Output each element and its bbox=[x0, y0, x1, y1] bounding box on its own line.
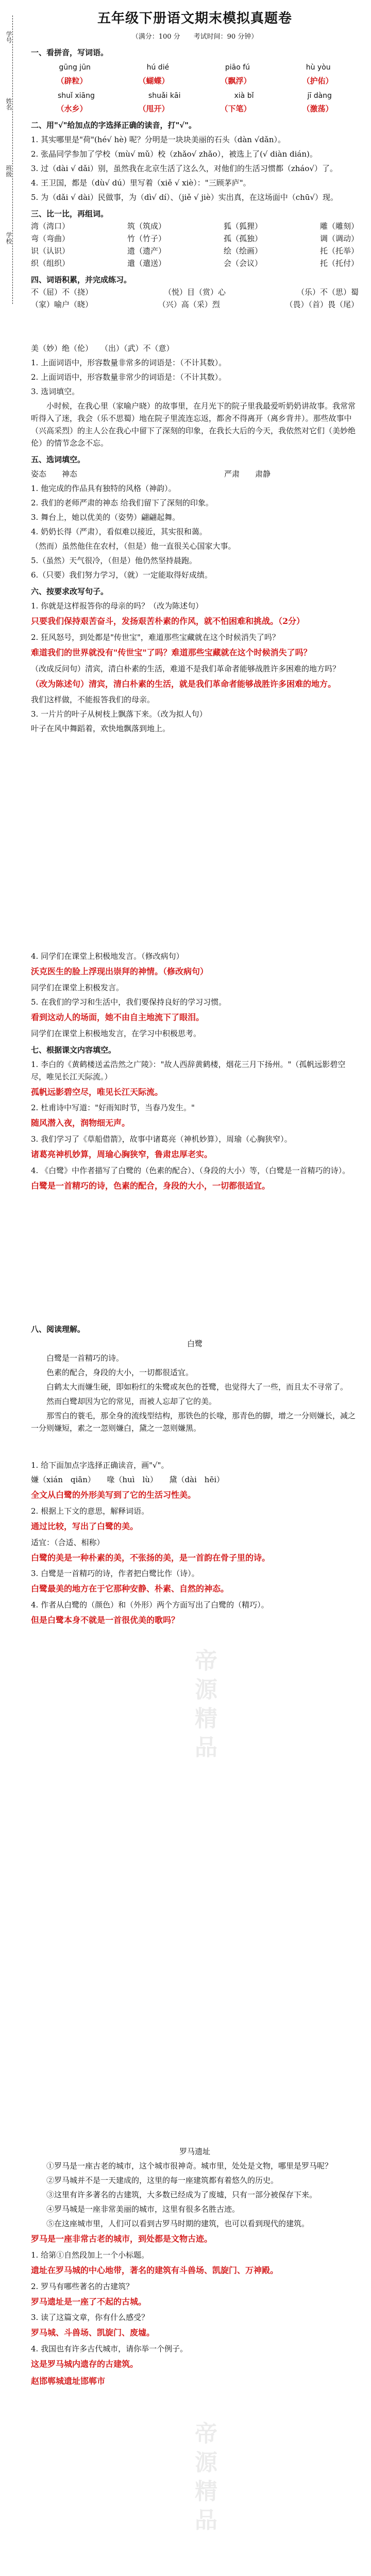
pinyin-5: shuǐ xiāng bbox=[58, 91, 95, 100]
reading2-answer-2: 遗址在罗马城的中心地带，著名的建筑有斗兽场、凯旋门、万神殿。 bbox=[31, 2265, 279, 2275]
compare-item: 识（认识） bbox=[31, 246, 70, 256]
reading1-answer-2: 通过比较，写出了白鹭的美。 bbox=[31, 1521, 139, 1531]
reading1-question-2: 嫌（xián qiān） 喙（huì lù） 黛（dài hēi） bbox=[31, 1475, 225, 1484]
reading1-question-4: 适宜：（合适、相称） bbox=[31, 1537, 105, 1547]
part5-line-5: （然而）虽然他住在农村，（但是）他一直很关心国家大事。 bbox=[31, 541, 236, 551]
reading2-answer-5: 这是罗马城内遗存的古建筑。 bbox=[31, 2359, 139, 2369]
compare-item: 狐（狐狸） bbox=[223, 222, 262, 231]
reading1-para-3: 白鹤太大而嫌生硬，即如粉红的朱鹭或灰色的苍鹭，也觉得大了一些，而且太不寻常了。 bbox=[46, 1382, 348, 1392]
reading2-para-5: ⑤在这座城市里，人们可以看到古罗马时期的建筑，也可以看到现代的建筑。 bbox=[46, 2219, 310, 2228]
part4-task-1: 1. 上面词语中，形容数量非常多的词语是：（不计其数）。 bbox=[31, 358, 227, 367]
part4-continued bbox=[31, 340, 359, 737]
reading2-question-1: 1. 给第①自然段加上一个小标题。 bbox=[31, 2250, 149, 2260]
part6-line-1: 1. 你就是这样报答你的母亲的吗？（改为陈述句） bbox=[31, 601, 204, 611]
binding-cut-line bbox=[12, 15, 13, 304]
part7-line-4: 4. 《白鹭》中作者描写了白鹭的（色素的配合）、（身段的大小）等，（白鹭是一首精巧的诗）。 bbox=[31, 1165, 350, 1175]
part3-title: 三、比一比，再组词。 bbox=[31, 209, 109, 219]
compare-item: 遗（遗产） bbox=[127, 246, 166, 256]
reading1-question-5: 3. 白鹭是一首精巧的诗，作者把白鹭比作（诗）。 bbox=[31, 1569, 199, 1579]
part7-line-2: 2. 杜甫诗中写道："好雨知时节，当春乃发生。" bbox=[31, 1103, 195, 1113]
part2-line-5: 5. 为（dǎi √ dài）民做事，为（dì√ dí）、（jiě √ jiè）实出真，在这场面中（chū√）现。 bbox=[31, 193, 339, 202]
reading2-answer-3: 罗马遗址是一座了不起的古城。 bbox=[31, 2296, 147, 2307]
reading1-question-3: 2. 根据上下文的意思，解释词语。 bbox=[31, 1506, 149, 1516]
reading1-answer-1: 全文从白鹭的外形美写到了它的生活习性美。 bbox=[31, 1490, 196, 1500]
part5-line-4: 4. 奶奶长得（严肃），看似难以接近，其实很和蔼。 bbox=[31, 527, 207, 536]
idiom-item: （畏）（首）畏（尾） bbox=[285, 300, 359, 310]
reading2-answer-6: 赵邯郸城遗址邯郸市 bbox=[31, 2376, 106, 2386]
watermark: 帝源精品 bbox=[191, 1649, 217, 1764]
part7-answer-2: 随风潜入夜，润物细无声。 bbox=[31, 1118, 130, 1128]
part5-line-6: 5.（虽然）天气很冷，（但是）他仍然坚持晨跑。 bbox=[31, 556, 197, 565]
word-answer-5: （水乡） bbox=[56, 104, 88, 114]
compare-item: 弯（弯曲） bbox=[31, 234, 70, 244]
part2-line-3: 3. 过（dài √ dǎi）别，虽然我在北京生活了这么久，对他们的生活习惯都（zháo√）了。 bbox=[31, 164, 338, 174]
reading2-para-3: ③这里有许多著名的古建筑，大多数已经成为了废墟，只有一部分被保存下来。 bbox=[46, 2190, 317, 2199]
pinyin-6: shuǎi kāi bbox=[148, 91, 181, 100]
pinyin-2: hú dié bbox=[146, 63, 170, 72]
word-answer-1: （辟粒） bbox=[56, 76, 88, 86]
idiom-item: （家）喻户（晓） bbox=[31, 300, 93, 310]
compare-row-4 bbox=[31, 257, 359, 269]
reading2-para-2: ②罗马城并不是一天建成的，这里的每一座建筑都有着悠久的历史。 bbox=[46, 2176, 279, 2185]
reading2-para-1: ①罗马是一座古老的城市，这个城市很神奇。城市里，处处是文物，哪里是罗马呢？ bbox=[46, 2161, 333, 2171]
word-row-1 bbox=[31, 75, 359, 87]
compare-item: 托（托付） bbox=[319, 259, 359, 268]
part4-task-2: 2. 上面词语中，形容数量非常少的词语是：（不计其数）。 bbox=[31, 372, 227, 382]
part6b-line-1: 4. 同学们在课堂上积极地发言。（修改病句） bbox=[31, 952, 184, 961]
reading2-heading: 罗马遗址 bbox=[179, 2147, 210, 2156]
part2-line-2: 2. 张晶同学参加了学校（mù√ mǔ）校（zhǎo√ zhǎo），被选上了(√ diàn dián)。 bbox=[31, 149, 317, 159]
part4-title: 四、词语积累，并完成练习。 bbox=[31, 275, 132, 285]
part5-line-2: 2. 我们的老师严肃的神态 给我们留下了深刻的印象。 bbox=[31, 498, 213, 507]
part4-task-passage: 小时候，在我心里（家喻户晓）的故事里，在月光下的院子里我最爱听奶奶讲故事。我常常听得入了迷，我会（乐不思蜀）地在院子里流连忘返，都舍不得离开（离乡背井）。那些故事中（兴高采烈）的主人公在我心中留下了深刻的印象，在我长大后的今天，我依然对它们（美妙绝伦）的情节念念不忘。 bbox=[31, 401, 356, 448]
idiom-item: （兴）高（采）烈 bbox=[158, 300, 220, 310]
word-answer-4: （护佑） bbox=[302, 76, 333, 86]
reading1-heading: 白鹭 bbox=[187, 1339, 203, 1348]
pinyin-7: xià bǐ bbox=[234, 91, 254, 100]
idiom-item: （悦）目（赏）心 bbox=[163, 287, 226, 297]
part7-answer-4: 白鹭是一首精巧的诗，色素的配合，身段的大小，一切都很适宜。 bbox=[31, 1180, 271, 1191]
exam-meta: （满分：100 分 考试时间：90 分钟） bbox=[131, 32, 258, 41]
part5-line-3: 3. 舞台上，她以优美的（姿势）翩翩起舞。 bbox=[31, 513, 180, 522]
reading1-para-5: 那雪白的蓑毛，那全身的流线型结构，那铁色的长喙，那青色的脚，增之一分则嫌长，减之一分则嫌短，素之一忽则嫌白，黛之一忽则嫌黑。 bbox=[31, 1411, 356, 1433]
watermark-2: 帝源精品 bbox=[191, 2421, 217, 2537]
compare-row-2 bbox=[31, 232, 359, 245]
part6-line-3: 2. 狂风怒号，到处都是"传世宝"，难道那些宝藏就在这个时候消失了吗？ bbox=[31, 632, 280, 642]
page-title: 五年级下册语文期末模拟真题卷 bbox=[97, 11, 292, 26]
part4-task-3: 3. 选词填空。 bbox=[31, 387, 80, 396]
compare-item: 湾（湾口） bbox=[31, 222, 70, 231]
part6-line-2: 我们这样做，不能报答我们的母亲。 bbox=[31, 695, 155, 705]
reading1-block bbox=[31, 1319, 359, 1630]
reading2-para-4: ④罗马城是一座非常美丽的城市，这里有很多名胜古迹。 bbox=[46, 2205, 240, 2214]
reading1-question-1: 1. 给下面加点字选择正确读音，画"√"。 bbox=[31, 1461, 169, 1470]
strip-label-class: 班级 bbox=[5, 165, 12, 177]
word-bank: 姿态 神态 严肃 肃静 bbox=[31, 469, 271, 479]
compare-item: 织（组织） bbox=[31, 259, 70, 268]
exam-sheet bbox=[31, 0, 359, 311]
part6-line-5: 3. 一片片的叶子从树枝上飘落下来。（改为拟人句） bbox=[31, 709, 207, 719]
reading2-block bbox=[31, 2143, 359, 2391]
part6-answer-3: （改为陈述句）清宾，清白朴素的生活，就是我们革命者能够战胜许多困难的地方。 bbox=[31, 679, 336, 689]
part7-line-3: 3. 我们学习了《草船借箭》，故事中诸葛亮（神机妙算），周瑜（心胸狭窄）。 bbox=[31, 1134, 292, 1144]
word-answer-7: （下笔） bbox=[220, 104, 251, 114]
reading1-gap bbox=[31, 1436, 359, 1457]
idiom-continuation: 美（妙）绝（伦） （出）（武）不（意） bbox=[31, 344, 174, 353]
part6-answer-1: 只要我们保持艰苦奋斗，发扬艰苦朴素的作风，就不怕困难和挑战。（2分） bbox=[31, 616, 305, 626]
compare-row-1 bbox=[31, 220, 359, 232]
strip-label-student-id: 学号 bbox=[5, 31, 12, 43]
idiom-item: 不（屈）不（挠） bbox=[31, 287, 93, 297]
part6b-line-2: 同学们在课堂上积极发言。 bbox=[31, 982, 124, 992]
reading1-para-2: 色素的配合，身段的大小，一切都很适宜。 bbox=[46, 1368, 194, 1377]
idiom-row-2 bbox=[31, 298, 359, 311]
compare-row-3 bbox=[31, 245, 359, 257]
compare-item: 孤（孤独） bbox=[223, 234, 262, 244]
pinyin-8: jī dàng bbox=[307, 91, 332, 100]
idiom-item: （乐）不（思）蜀 bbox=[296, 287, 359, 297]
compare-item: 雕（雕刻） bbox=[319, 222, 359, 231]
reading1-answer-5: 但是白鹭本身不就是一首很优美的歌吗？ bbox=[31, 1615, 180, 1625]
reading2-question-4: 4. 我国也有许多古代城市，请你举一个例子。 bbox=[31, 2344, 188, 2354]
part6-title: 六、按要求改写句子。 bbox=[31, 587, 109, 596]
compare-item: 筑（筑成） bbox=[127, 222, 166, 231]
reading2-answer-1: 罗马是一座非常古老的城市，到处都是文物古迹。 bbox=[31, 2234, 213, 2244]
reading1-para-1: 白鹭是一首精巧的诗。 bbox=[46, 1353, 124, 1363]
compare-item: 托（托举） bbox=[319, 246, 359, 256]
pinyin-row-2 bbox=[31, 90, 359, 101]
part6b-line-4: 同学们在课堂上积极地发言，在学习中积极思考。 bbox=[31, 1028, 201, 1038]
pinyin-row-1 bbox=[31, 62, 359, 73]
pinyin-1: gūng jūn bbox=[59, 63, 91, 72]
reading-section-title: 八、阅读理解。 bbox=[31, 1325, 86, 1334]
part2-line-1: 1. 其实哪里是"荷"(hé√ hè) 呢？分明是一块块美丽的石头（dàn √dǎn）。 bbox=[31, 135, 285, 145]
compare-item: 竹（竹子） bbox=[127, 234, 166, 244]
part6b-line-3: 5. 在我们的学习和生活中，我们要保持良好的学习习惯。 bbox=[31, 997, 227, 1007]
word-row-2 bbox=[31, 103, 359, 115]
part6-line-4: （改成反问句）清宾，清白朴素的生活，难道不是我们革命者能够战胜许多困难的地方吗？ bbox=[31, 664, 341, 673]
strip-label-school: 学校 bbox=[5, 232, 12, 244]
reading2-question-2: 2. 罗马有哪些著名的古建筑？ bbox=[31, 2281, 134, 2291]
part6b-block bbox=[31, 948, 359, 1196]
part2-title: 二、用"√"给加点的字选择正确的读音，打"√"。 bbox=[31, 121, 196, 130]
part1-title: 一、看拼音，写词语。 bbox=[31, 48, 109, 58]
part7-line-1: 1. 李白的《黄鹤楼送孟浩然之广陵》："故人西辞黄鹤楼，烟花三月下扬州。"（孤帆远影碧空尽，唯见长江天际流。） bbox=[31, 1059, 346, 1081]
part5-line-1: 1. 他完成的作品具有独特的风格（神韵）。 bbox=[31, 484, 176, 493]
strip-label-name: 姓名 bbox=[5, 98, 12, 110]
part7-answer-1: 孤帆远影碧空尽，唯见长江天际流。 bbox=[31, 1087, 163, 1097]
pinyin-4: hù yòu bbox=[306, 63, 331, 72]
reading1-answer-4: 白鹭最美的地方在于它那种安静、朴素、自然的神态。 bbox=[31, 1584, 229, 1594]
reading2-question-3: 3. 读了这篇文章，你有什么感受？ bbox=[31, 2313, 149, 2323]
reading2-answer-4: 罗马城、斗兽场、凯旋门、废墟。 bbox=[31, 2328, 155, 2338]
compare-item: 会（会议） bbox=[223, 259, 262, 268]
part6-line-6: 叶子在风中舞蹈着，欢快地飘落到地上。 bbox=[31, 724, 171, 734]
part7-title: 七、根据课文内容填空。 bbox=[31, 1045, 116, 1055]
part7-answer-3: 诸葛亮神机妙算，周瑜心胸狭窄，鲁肃忠厚老实。 bbox=[31, 1149, 213, 1160]
compare-item: 调（调动） bbox=[319, 234, 359, 244]
compare-item: 绘（绘画） bbox=[223, 246, 262, 256]
pinyin-3: piāo fú bbox=[225, 63, 250, 72]
reading1-para-4: 然而白鹭却因为它的常见，而被人忘却了它的美。 bbox=[46, 1397, 217, 1406]
part6b-answer-a: 沃克医生的脸上浮现出崇拜的神情。（修改病句） bbox=[31, 967, 209, 976]
binding-strip bbox=[0, 0, 23, 309]
word-answer-3: （飘浮） bbox=[220, 76, 251, 86]
word-answer-2: （蝴蝶） bbox=[138, 76, 170, 86]
idiom-row-1 bbox=[31, 286, 359, 298]
part2-line-4: 4. 王卫国，都是（dù√ dú）里写着（xiě √ xiè）："三顾茅庐"。 bbox=[31, 178, 251, 188]
part5-title: 五、选词填空。 bbox=[31, 455, 86, 464]
part5-line-7: 6.（只要）我们努力学习，（就）一定能取得好成绩。 bbox=[31, 570, 212, 580]
word-answer-8: （激荡） bbox=[302, 104, 333, 114]
part6-answer-2: 难道我们的世界就没有"传世宝"了吗？难道那些宝藏就在这个时候消失了吗？ bbox=[31, 647, 312, 657]
compare-item: 遣（遣送） bbox=[127, 259, 166, 268]
part6b-answer-b: 看到这动人的场面，她不由自主地流下了眼泪。 bbox=[31, 1012, 205, 1022]
reading1-answer-3: 白鹭的美是一种朴素的美，不张扬的美，是一首韵在骨子里的诗。 bbox=[31, 1552, 271, 1563]
word-answer-6: （甩开） bbox=[138, 104, 170, 114]
reading1-question-6: 4. 作者从白鹭的（颜色）和（外形）两个方面写出了白鹭的（精巧）。 bbox=[31, 1600, 269, 1610]
